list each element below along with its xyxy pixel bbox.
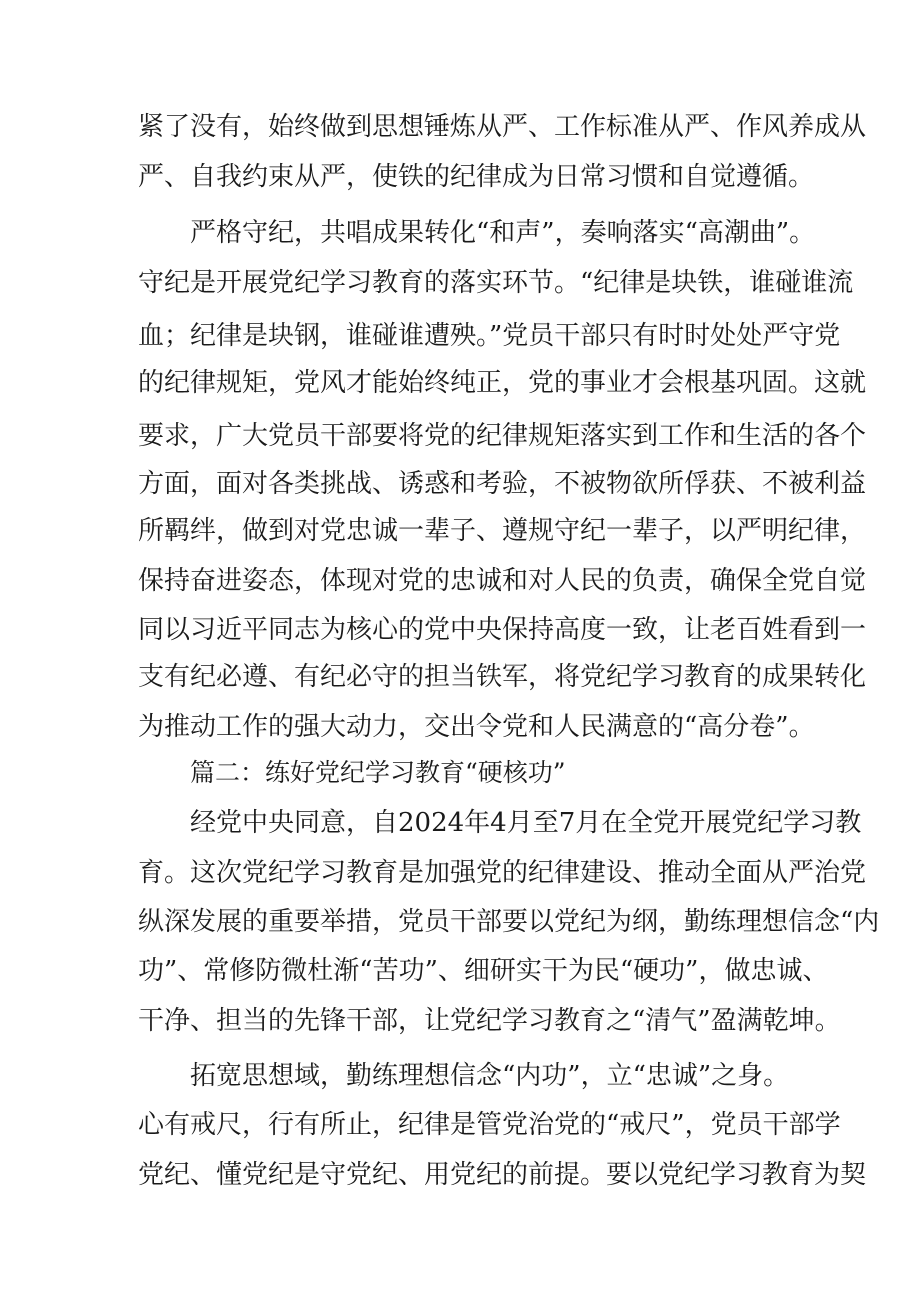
body-text-line: 纵深发展的重要举措，党员干部要以党纪为纲，勤练理想信念“内 <box>138 907 880 937</box>
body-text-line: 支有纪必遵、有纪必守的担当铁军，将党纪学习教育的成果转化 <box>138 662 867 692</box>
body-text-line: 方面，面对各类挑战、诱惑和考验，不被物欲所俘获、不被利益 <box>138 469 867 499</box>
body-text-line: 党纪、懂党纪是守党纪、用党纪的前提。要以党纪学习教育为契 <box>138 1160 867 1190</box>
section-heading: 篇二：练好党纪学习教育“硬核功” <box>190 758 566 787</box>
body-text-line: 育。这次党纪学习教育是加强党的纪律建设、推动全面从严治党 <box>138 858 867 888</box>
body-text-line: 严、自我约束从严，使铁的纪律成为日常习惯和自觉遵循。 <box>138 162 815 192</box>
body-text-line: 紧了没有，始终做到思想锤炼从严、工作标准从严、作风养成从 <box>138 112 867 142</box>
body-text-line: 保持奋进姿态，体现对党的忠诚和对人民的负责，确保全党自觉 <box>138 566 867 596</box>
body-text-line: 守纪是开展党纪学习教育的落实环节。“纪律是块铁，谁碰谁流 <box>138 268 854 298</box>
body-text-line: 的纪律规矩，党风才能始终纯正，党的事业才会根基巩固。这就 <box>138 368 867 398</box>
body-text-line: 经党中央同意，自2024年4月至7月在全党开展党纪学习教 <box>190 808 862 838</box>
body-text-line: 为推动工作的强大动力，交出令党和人民满意的“高分卷”。 <box>138 712 815 742</box>
body-text-line: 干净、担当的先锋干部，让党纪学习教育之“清气”盈满乾坤。 <box>138 1006 841 1036</box>
body-text-line: 血；纪律是块钢，谁碰谁遭殃。”党员干部只有时时处处严守党 <box>138 321 841 351</box>
body-text-line: 所羁绊，做到对党忠诚一辈子、遵规守纪一辈子，以严明纪律， <box>138 516 867 546</box>
body-text-line: 心有戒尺，行有所止，纪律是管党治党的“戒尺”，党员干部学 <box>138 1110 841 1140</box>
body-text-line: 拓宽思想域，勤练理想信念“内功”，立“忠诚”之身。 <box>190 1061 790 1091</box>
body-text-line: 同以习近平同志为核心的党中央保持高度一致，让老百姓看到一 <box>138 615 867 645</box>
body-text-line: 功”、常修防微杜渐“苦功”、细研实干为民“硬功”，做忠诚、 <box>138 956 829 986</box>
body-text-line: 要求，广大党员干部要将党的纪律规矩落实到工作和生活的各个 <box>138 421 867 451</box>
body-text-line: 严格守纪，共唱成果转化“和声”，奏响落实“高潮曲”。 <box>190 218 816 248</box>
